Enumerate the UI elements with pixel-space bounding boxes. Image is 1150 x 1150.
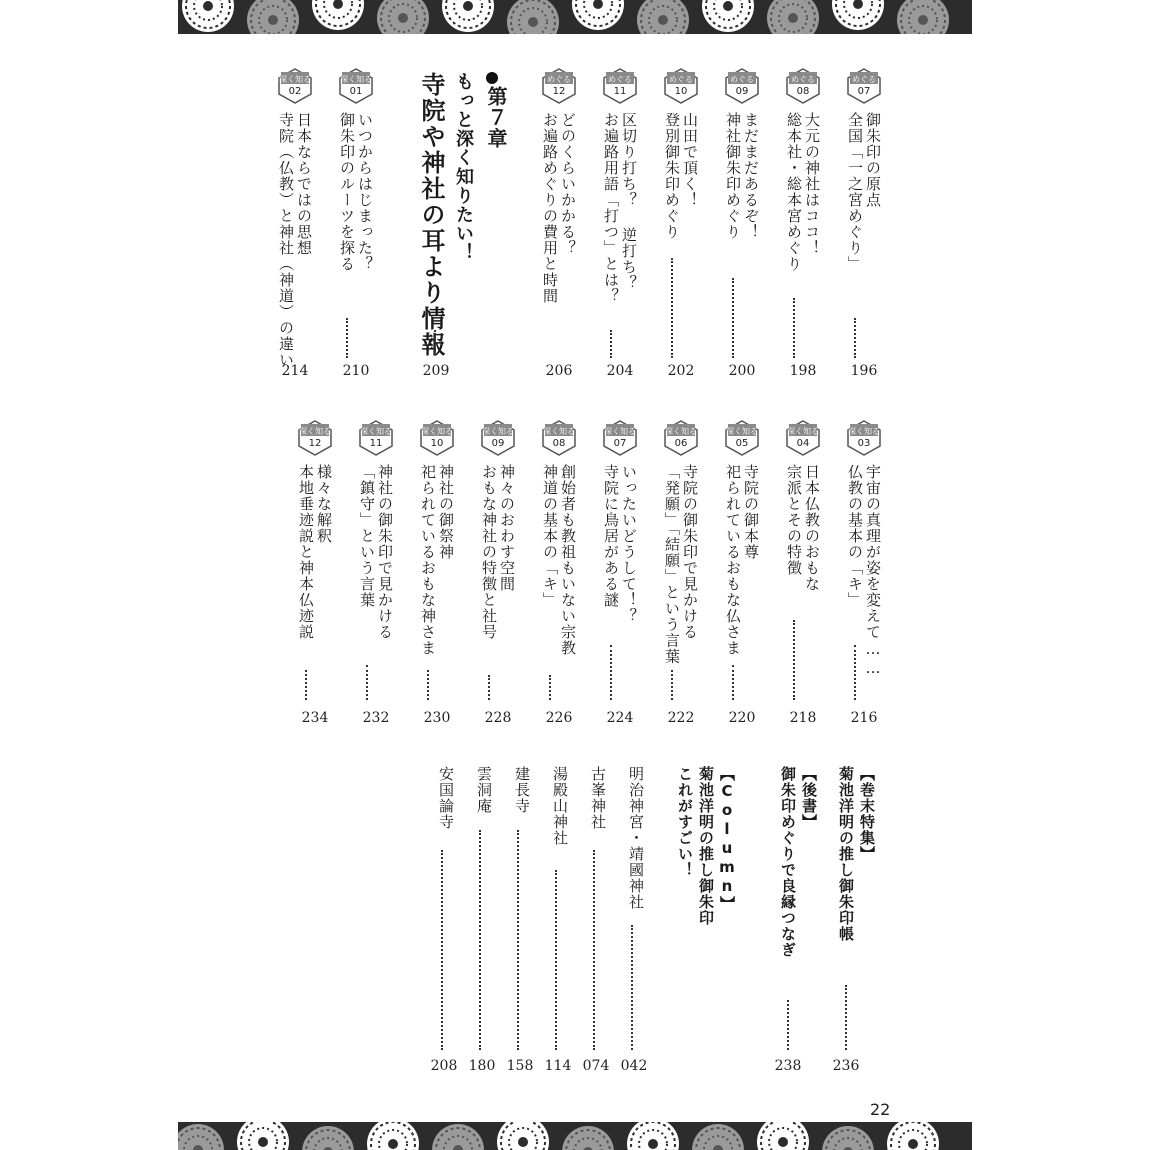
entry-page: 198 [789,363,817,379]
tag-badge [338,68,374,104]
entry-title: 仏教の基本の「キ」 [846,464,864,608]
chrysanthemum-pattern-icon [178,0,972,34]
bracket-label: 【Column】 [718,766,736,912]
leader-dots [549,675,551,700]
tag-badge [602,420,638,456]
toc-entry[interactable] [724,68,760,384]
tag-kind: めぐる [730,75,754,84]
tag-kind: 深く知る [726,427,758,436]
leader-dots [610,330,612,358]
leader-dots [366,665,368,700]
toc-entry[interactable] [663,420,699,732]
entry-page: 204 [606,363,634,379]
tag-kind: めぐる [791,75,815,84]
tag-kind: 深く知る [482,427,514,436]
tag-kind: めぐる [547,75,571,84]
entry-title: お遍路めぐりの費用と時間 [541,112,559,304]
entry-title: 登別御朱印めぐり [663,112,681,240]
toc-entry[interactable] [785,420,821,732]
entry-title: 古峯神社 [589,766,607,830]
leader-dots [488,675,490,700]
tag-badge [785,68,821,104]
entry-title: 神社御朱印めぐり [724,112,742,240]
entry-subtitle: いったいどうして！？ [620,464,638,624]
tag-badge [663,420,699,456]
tag-kind: めぐる [669,75,693,84]
chapter-title: 寺院や神社の耳より情報 [417,72,445,358]
entry-page: 226 [545,710,573,726]
chapter-label: 第７章 [484,86,508,149]
toc-entry[interactable] [358,420,394,732]
tag-number: 09 [735,86,749,97]
leader-dots [671,258,673,358]
entry-page: 236 [832,1058,860,1074]
entry-title: 祀られているおもな神さま [419,464,437,656]
entry-title: 明治神宮・靖國神社 [627,766,645,910]
entry-page: 220 [728,710,756,726]
entry-page: 228 [484,710,512,726]
column-title: 菊池洋明の推し御朱印 [697,766,715,926]
toc-entry[interactable] [846,68,882,384]
tag-badge [724,420,760,456]
tag-number: 06 [674,438,688,449]
leader-dots [793,620,795,700]
entry-title: 御朱印めぐりで良縁つなぎ [779,766,797,958]
entry-page: 218 [789,710,817,726]
entry-page: 042 [620,1058,648,1074]
entry-subtitle: 神々のおわす空間 [498,464,516,592]
entry-page: 234 [301,710,329,726]
tag-number: 01 [349,86,363,97]
entry-page: 232 [362,710,390,726]
toc-entry[interactable] [541,420,577,732]
tag-badge [297,420,333,456]
page-number: 22 [870,1100,891,1119]
leader-dots [793,298,795,358]
entry-title: 本地垂迹説と神本仏迹説 [297,464,315,640]
tag-kind: 深く知る [299,427,331,436]
tag-kind: 深く知る [340,75,372,84]
entry-title: 寺院（仏教）と神社（神道）の違い [277,112,295,368]
toc-entry[interactable] [338,68,374,384]
leader-dots [346,318,348,358]
tag-number: 08 [552,438,566,449]
toc-entry[interactable] [297,420,333,732]
bracket-label: 【巻末特集】 [858,766,876,862]
leader-dots [732,665,734,700]
entry-page: 222 [667,710,695,726]
tag-kind: 深く知る [421,427,453,436]
leader-dots [845,985,847,1050]
tag-kind: 深く知る [665,427,697,436]
tag-number: 05 [735,438,749,449]
entry-subtitle: 宇宙の真理が姿を変えて…… [864,464,882,678]
top-decorative-band [178,0,972,34]
entry-subtitle: まだまだあるぞ！ [742,112,760,240]
entry-title: 寺院に鳥居がある謎 [602,464,620,608]
entry-subtitle: 寺院の御朱印で見かける [681,464,699,640]
entry-title: 安国論寺 [437,766,455,830]
tag-kind: 深く知る [604,427,636,436]
toc-entry[interactable] [724,420,760,732]
tag-badge [785,420,821,456]
toc-entry[interactable] [663,68,699,384]
chapter-bullet-icon [486,72,498,84]
tag-badge [277,68,313,104]
entry-title: 「発願」「結願」という言葉 [663,464,681,665]
tag-badge [846,420,882,456]
tag-badge [419,420,455,456]
toc-entry[interactable] [602,420,638,732]
entry-subtitle: 日本仏教のおもな [803,464,821,592]
leader-dots [434,330,436,355]
leader-dots [305,670,307,700]
entry-subtitle: 御朱印の原点 [864,112,882,208]
entry-subtitle: 創始者も教祖もいない宗教 [559,464,577,656]
leader-dots [787,1000,789,1050]
entry-page: 210 [342,363,370,379]
tag-badge [358,420,394,456]
tag-kind: 深く知る [787,427,819,436]
leader-dots [610,645,612,700]
toc-entry[interactable] [480,420,516,732]
tag-number: 07 [857,86,871,97]
entry-subtitle: 区切り打ち？ 逆打ち？ [620,112,638,291]
leader-dots [854,318,856,358]
toc-entry[interactable] [602,68,638,384]
entry-title: 宗派とその特徴 [785,464,803,576]
entry-title: 神道の基本の「キ」 [541,464,559,608]
entry-page: 202 [667,363,695,379]
tag-number: 10 [430,438,444,449]
entry-title: おもな神社の特徴と社号 [480,464,498,640]
toc-entry[interactable] [419,420,455,732]
leader-dots [479,830,481,1050]
tag-kind: めぐる [852,75,876,84]
entry-page: 074 [582,1058,610,1074]
entry-page: 208 [430,1058,458,1074]
tag-number: 03 [857,438,871,449]
leader-dots [593,850,595,1050]
tag-badge [846,68,882,104]
entry-subtitle: 日本ならではの思想 [295,112,313,256]
entry-subtitle: 寺院の御本尊 [742,464,760,560]
entry-page: 224 [606,710,634,726]
tag-kind: 深く知る [279,75,311,84]
entry-title: 菊池洋明の推し御朱印帳 [837,766,855,942]
entry-subtitle: 大元の神社はココ！ [803,112,821,256]
tag-badge [602,68,638,104]
toc-entry[interactable] [846,420,882,732]
chapter-subtitle: もっと深く知りたい！ [453,72,474,262]
entry-title: 湯殿山神社 [551,766,569,846]
entry-page: 200 [728,363,756,379]
entry-title: 御朱印のルーツを探る [338,112,356,272]
tag-number: 11 [613,86,627,97]
leader-dots [555,870,557,1050]
tag-kind: 深く知る [360,427,392,436]
entry-title: 総本社・総本宮めぐり [785,112,803,272]
tag-number: 04 [796,438,810,449]
entry-page: 206 [545,363,573,379]
entry-page: 180 [468,1058,496,1074]
entry-page: 114 [544,1058,572,1074]
entry-subtitle: いつからはじまった？ [356,112,374,272]
leader-dots [671,670,673,700]
entry-page: 238 [774,1058,802,1074]
bottom-decorative-band [178,1122,972,1150]
leader-dots [631,925,633,1050]
entry-title: お遍路用語「打つ」とは？ [602,112,620,304]
entry-subtitle: どのくらいかかる？ [559,112,577,256]
entry-subtitle: 神社の御朱印で見かける [376,464,394,640]
entry-subtitle: 様々な解釈 [315,464,333,544]
entry-page: 230 [423,710,451,726]
entry-title: 「鎮守」という言葉 [358,464,376,608]
leader-dots [427,670,429,700]
entry-page: 214 [281,363,309,379]
toc-entry[interactable] [277,68,313,384]
tag-number: 12 [552,86,566,97]
tag-badge [541,420,577,456]
tag-badge [541,68,577,104]
tag-number: 10 [674,86,688,97]
tag-kind: 深く知る [543,427,575,436]
entry-subtitle: 神社の御祭神 [437,464,455,560]
tag-badge [724,68,760,104]
leader-dots [517,830,519,1050]
entry-title: 祀られているおもな仏さま [724,464,742,656]
leader-dots [854,645,856,700]
tag-number: 09 [491,438,505,449]
entry-page: 216 [850,710,878,726]
tag-number: 12 [308,438,322,449]
tag-number: 08 [796,86,810,97]
tag-badge [663,68,699,104]
entry-page: 158 [506,1058,534,1074]
bracket-label: 【後書】 [800,766,818,830]
tag-kind: めぐる [608,75,632,84]
entry-subtitle: 山田で頂く！ [681,112,699,208]
tag-badge [480,420,516,456]
column-subtitle: これがすごい！ [676,766,694,878]
tag-number: 11 [369,438,383,449]
chrysanthemum-pattern-icon [178,1122,972,1150]
leader-dots [732,278,734,358]
toc-entry[interactable] [541,68,577,384]
entry-title: 建長寺 [513,766,531,814]
tag-kind: 深く知る [848,427,880,436]
tag-number: 07 [613,438,627,449]
entry-title: 雲洞庵 [475,766,493,814]
chapter-page: 209 [422,363,450,379]
entry-title: 全国「一之宮めぐり」 [846,112,864,272]
entry-page: 196 [850,363,878,379]
tag-number: 02 [288,86,302,97]
toc-entry[interactable] [785,68,821,384]
leader-dots [441,850,443,1050]
